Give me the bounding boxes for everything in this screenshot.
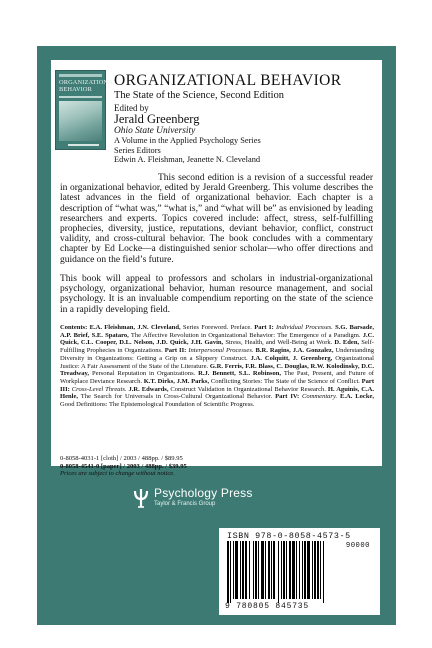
- barcode-bar: [258, 541, 259, 599]
- barcode-bar: [255, 541, 257, 599]
- barcode-bar: [235, 541, 238, 599]
- thumbnail-series-band: [59, 74, 102, 77]
- audience-paragraph: This book will appeal to professors and scholars in industrial-organizational psychology, organizational behavior, human resource management, and social psychology. It is an invaluable compendium reporting on the state of the science in a rapidly developing field.: [60, 274, 373, 315]
- barcode-bar: [299, 541, 300, 599]
- contents-segment: Organizational Justice: A Fair Assessment of the State of the Literature.: [60, 354, 374, 370]
- contents-segment: E.A. Locke,: [337, 393, 375, 401]
- psi-logo-icon: [133, 488, 149, 508]
- edited-by-label: Edited by: [114, 103, 149, 113]
- front-cover-thumbnail: [55, 70, 117, 150]
- back-cover: [37, 46, 396, 625]
- barcode-bar: [227, 541, 229, 603]
- contents-segment: Commentary.: [299, 393, 338, 401]
- thumbnail-title: ORGANIZATIONAL BEHAVIOR: [59, 79, 117, 93]
- barcode-bar: [242, 541, 244, 599]
- contents-segment: B.R. Ragins, J.A. Gonzalez,: [253, 347, 334, 355]
- contents-segment: Part III:: [60, 377, 375, 393]
- barcode-bar: [278, 541, 279, 603]
- barcode-bar: [286, 541, 287, 599]
- series-editors-label: Series Editors: [114, 145, 161, 155]
- contents-segment: Good Definitions: The Epistemological Foundation of Scientific Progress.: [60, 401, 255, 409]
- barcode-bar: [245, 541, 247, 599]
- cloth-edition: 0-8058-4031-1 [cloth] / 2003 / 488pp. / $89.95: [60, 455, 183, 462]
- contents-segment: G.R. Ferris, F.R. Blass, C. Douglas, R.W. Kolodinsky, D.C. Treadway,: [60, 362, 374, 378]
- contents-segment: Interpersonal Processes.: [186, 347, 254, 355]
- contents-segment: Conflicting Stories: The State of the Science of Conflict.: [209, 377, 362, 385]
- barcode-bar: [253, 541, 254, 599]
- thumbnail-footer-band: [68, 144, 99, 146]
- contents-segment: R.J. Bennett, S.L. Robinson,: [198, 370, 282, 378]
- contents-segment: Construct Validation in Organizational Behavior Research.: [168, 385, 328, 393]
- thumbnail-image: [59, 101, 102, 141]
- book-header: [114, 72, 379, 165]
- contents-segment: S.G. Barsade, A.P. Brief, S.E. Spataro,: [60, 324, 375, 339]
- barcode-bar: [283, 541, 285, 599]
- barcode-bar: [268, 541, 270, 599]
- barcode-area: [219, 528, 380, 615]
- barcode-bar: [240, 541, 241, 599]
- description-paragraph: [60, 173, 373, 265]
- contents-segment: Understanding Diversity in Organizations: Getting a Grip on a Slippery Construct.: [60, 347, 374, 362]
- contents-segment: J.A. Colquitt, J. Greenberg,: [250, 354, 333, 362]
- barcode-bar: [296, 541, 297, 599]
- barcode-bar: [302, 541, 303, 599]
- publisher-group: Taylor & Francis Group: [154, 501, 216, 507]
- contents-segment: The Affective Revolution in Organizational Behavior: The Emergence of a Paradigm.: [128, 331, 363, 339]
- edition-info: [60, 455, 360, 478]
- text-panel: [51, 60, 382, 478]
- barcode-bar: [320, 541, 321, 599]
- contents-segment: Part IV:: [275, 393, 300, 401]
- contents-segment: K.T. Dirks, J.M. Parks,: [143, 377, 210, 385]
- contents-segment: J.R. Edwards,: [126, 385, 169, 393]
- price-code: 90000: [345, 542, 370, 550]
- contents-segment: The Past, Present, and Future of Workplace Deviance Research.: [60, 370, 374, 385]
- barcode-bar: [230, 541, 231, 603]
- barcode-bar: [292, 541, 295, 599]
- barcode-bar: [271, 541, 272, 599]
- book-title: ORGANIZATIONAL BEHAVIOR: [114, 72, 342, 89]
- thumbnail-subtitle-band: [59, 96, 102, 98]
- contents-segment: Stress, Health, and Well-Being at Work.: [223, 339, 335, 347]
- isbn-number: ISBN 978-0-8058-4573-5: [227, 531, 351, 541]
- contents-segment: Part I:: [254, 324, 274, 331]
- barcode-bar: [265, 541, 266, 599]
- barcode-bar: [307, 541, 310, 599]
- contents-segment: Personal Reputation in Organizations.: [89, 370, 199, 378]
- description-text: This second edition is a revision of a successful reader in organizational behavior, edited by Jerald Greenberg. This volume describes the latest advances in the field of organizational behavior. Each chapter is a description of “what was,” “what is,” and “what will be” as envisioned by leading researchers and experts. Topics covered include: affect, stress, self-fulfilling prophecies, diversity, justice, reputations, deviant behavior, conflict, construct validity, and cross-cultural behavior. The book concludes with a commentary chapter by Ed Locke—a distinguished senior scholar—who offer directions and guidance on the field’s future.: [60, 173, 373, 265]
- barcode-digits: 9 780805 845735: [225, 602, 310, 611]
- barcode-bar: [249, 541, 250, 599]
- editor-university: Ohio State University: [114, 126, 196, 136]
- barcode-bar: [273, 541, 275, 599]
- series-name: A Volume in the Applied Psychology Series: [114, 136, 261, 145]
- book-subtitle: The State of the Science, Second Edition: [114, 90, 284, 101]
- barcode-icon: [227, 541, 373, 603]
- barcode-bar: [289, 541, 291, 599]
- contents-segment: J.C. Quick, C.L. Cooper, D.L. Nelson, J.D. Quick, J.H. Gavin,: [60, 331, 374, 347]
- contents-segment: H. Aguinis, C.A. Henle,: [60, 385, 374, 401]
- contents-segment: E.A. Fleishman, J.N. Cleveland,: [89, 324, 181, 331]
- series-editors: Edwin A. Fleishman, Jeanette N. Cleveland: [114, 155, 261, 165]
- contents-segment: Cross-Level Threats.: [69, 385, 127, 393]
- barcode-bar: [314, 541, 316, 599]
- barcode-bar: [261, 541, 264, 599]
- contents-segment: The Search for Universals in Cross-Cultural Organizational Behavior.: [78, 393, 276, 401]
- barcode-bar: [323, 541, 324, 603]
- barcode-bar: [233, 541, 234, 599]
- barcode-bar: [281, 541, 282, 599]
- contents-segment: Self-Fulfilling Prophecies in Organizations.: [60, 339, 374, 355]
- barcode-bar: [312, 541, 313, 599]
- contents-segment: D. Eden,: [334, 339, 360, 347]
- barcode-bar: [317, 541, 319, 599]
- table-of-contents: [60, 324, 374, 409]
- contents-segment: Contents:: [60, 324, 90, 331]
- contents-segment: Part II:: [164, 347, 187, 355]
- price-note: Prices are subject to change without notice.: [60, 470, 175, 478]
- editor-name: Jerald Greenberg: [114, 112, 200, 126]
- barcode-bar: [304, 541, 306, 599]
- publisher-name: Psychology Press: [154, 486, 253, 500]
- publisher-block: [133, 480, 303, 520]
- paper-edition: 0-8058-4541-0 [paper] / 2003 / 488pp. / $39.95: [60, 462, 187, 470]
- contents-segment: Series Foreword. Preface.: [180, 324, 255, 331]
- contents-segment: Individual Processes.: [273, 324, 333, 331]
